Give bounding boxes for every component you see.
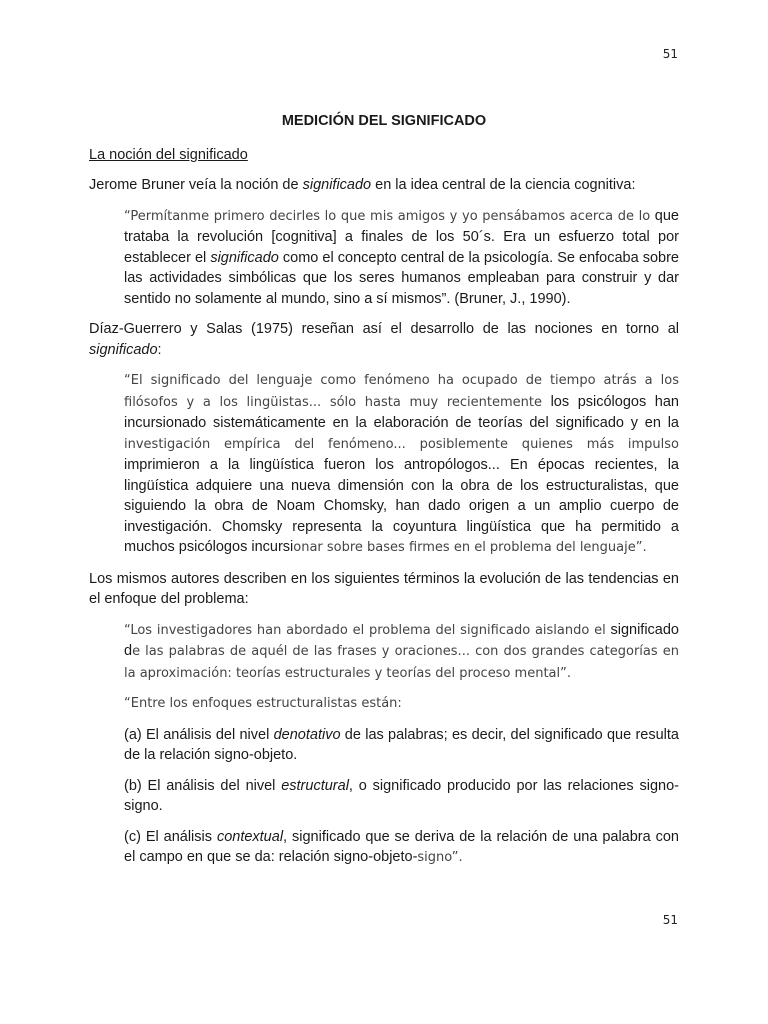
page-number-top: 51	[662, 47, 678, 61]
document-body	[89, 111, 679, 879]
list-item-contextual: (c) El análisis contextual, significado que se deriva de la relación de una palabra con el campo en que se da: relación signo-objeto-signo”.	[124, 828, 679, 865]
quote-structuralist-intro: “Entre los enfoques estructuralistas están:	[124, 696, 402, 711]
section-subtitle: La noción del significado	[89, 147, 248, 163]
list-item-structural: (b) El análisis del nivel estructural, o significado producido por las relaciones signo-signo.	[124, 777, 679, 814]
quote-bruner: “Permítanme primero decirles lo que mis amigos y yo pensábamos acerca de lo que trataba la revolución [cognitiva] a finales de los 50´s. Era un esfuerzo total por establecer el significado como el concepto central de la psicología. Se enfocaba sobre las actividades simbólicas que los seres humanos empleaban para construir y dar sentido no solamente al mundo, sino a sí mismos”. (Bruner, J., 1990).	[124, 207, 680, 307]
paragraph-diaz-guerrero: Díaz-Guerrero y Salas (1975) reseñan así el desarrollo de las nociones en torno al significado:	[89, 321, 679, 358]
paragraph-bruner-intro: Jerome Bruner veía la noción de significado en la idea central de la ciencia cognitiva:	[89, 177, 636, 193]
list-item-denotative: (a) El análisis del nivel denotativo de las palabras; es decir, del significado que resulta de la relación signo-objeto.	[124, 726, 679, 763]
page-title: MEDICIÓN DEL SIGNIFICADO	[281, 113, 487, 129]
quote-diaz-guerrero: “El significado del lenguaje como fenómeno ha ocupado de tiempo atrás a los filósofos y a los lingüistas... sólo hasta muy recientemente los psicólogos han incursionado sistemáticamente en la elaboración de teorías del significado y en la investigación empírica del fenómeno... posiblemente quienes más impulso imprimieron a la lingüística fueron los antropólogos... En épocas recientes, la lingüística adquiere una nueva dimensión con la obra de los estructuralistas, que siguiendo la obra de Noam Chomsky, han dado origen a un amplio cuerpo de investigación. Chomsky representa la coyuntura lingüística que ha permitido a muchos psicólogos incursionar sobre bases firmes en el problema del lenguaje”.	[124, 373, 679, 555]
paragraph-evolution: Los mismos autores describen en los siguientes términos la evolución de las tendencias en el enfoque del problema:	[89, 570, 679, 607]
page-number-bottom: 51	[662, 913, 678, 927]
quote-investigators: “Los investigadores han abordado el problema del significado aislando el significado de las palabras de aquél de las frases y oraciones... con dos grandes categorías en la aproximación: teorías estructurales y teorías del proceso mental”.	[124, 621, 679, 681]
